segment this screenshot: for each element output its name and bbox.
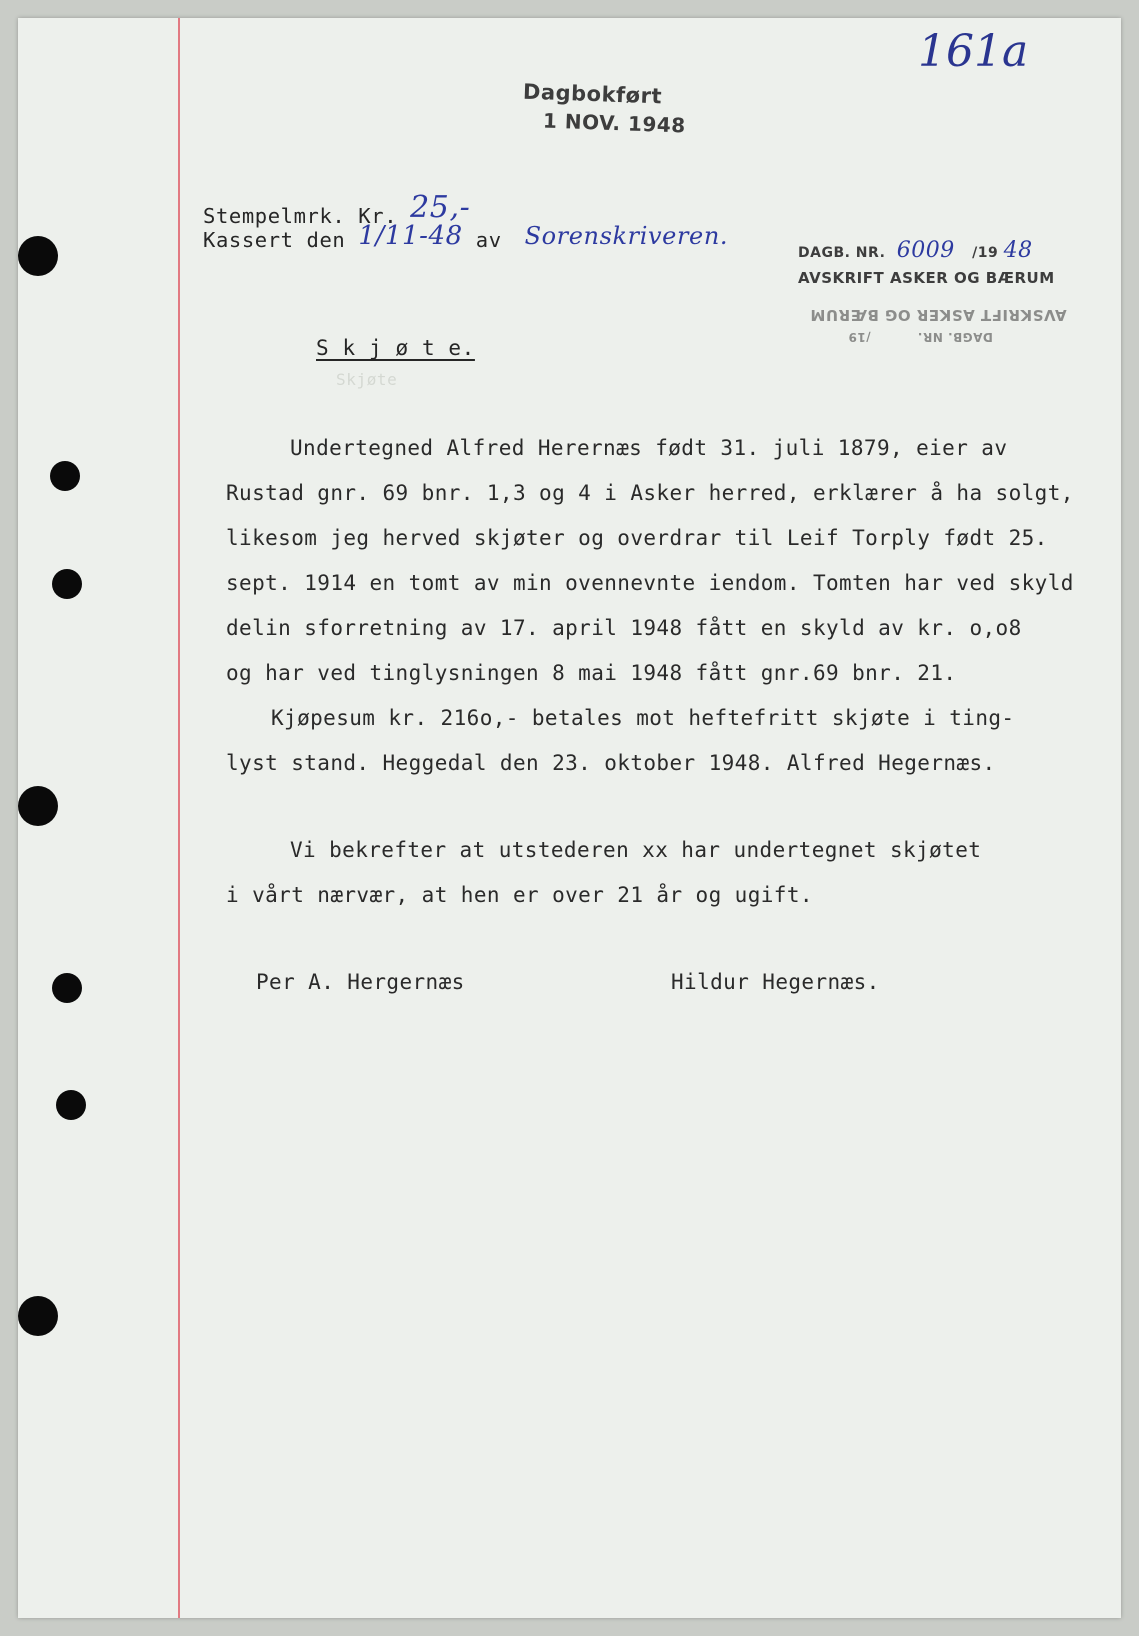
mirror-stamp-line2: DAGB. NR. /19 <box>848 330 993 344</box>
punch-hole-7 <box>18 1296 58 1336</box>
dagb-year: 48 <box>1003 238 1033 263</box>
signature-left: Per A. Hergernæs <box>256 970 465 994</box>
dagbokfort-stamp-title: Dagbokført <box>522 79 663 109</box>
page-number: 161a <box>918 26 1029 77</box>
kassert-line <box>203 221 729 254</box>
body-line-5: delin sforretning av 17. april 1948 fått en skyld av kr. o,o8 <box>226 616 1022 640</box>
document-page <box>18 18 1121 1618</box>
punch-hole-1 <box>18 236 58 276</box>
kassert-label: Kassert den <box>203 228 346 252</box>
witness-line-2: i vårt nærvær, at hen er over 21 år og ugift. <box>226 883 813 907</box>
punch-hole-2 <box>50 461 80 491</box>
body-line-8: lyst stand. Heggedal den 23. oktober 1948. Alfred Hegernæs. <box>226 751 996 775</box>
dagbokfort-stamp-date: 1 NOV. 1948 <box>542 108 687 138</box>
signature-right: Hildur Hegernæs. <box>671 970 880 994</box>
punch-hole-3 <box>52 569 82 599</box>
kassert-av: av <box>475 228 502 252</box>
document-title-ghost: Skjøte <box>336 370 398 389</box>
witness-line-1: Vi bekrefter at utstederen xx har undertegnet skjøtet <box>290 838 982 862</box>
punch-hole-4 <box>18 786 58 826</box>
dagb-label: DAGB. NR. <box>798 245 886 261</box>
dagb-number: 6009 <box>896 238 955 263</box>
body-line-6: og har ved tinglysningen 8 mai 1948 fått gnr.69 bnr. 21. <box>226 661 957 685</box>
punch-hole-6 <box>56 1090 86 1120</box>
mirror-stamp-line1: AVSKRIFT ASKER OG BÆRUM <box>810 306 1067 324</box>
body-line-1: Undertegned Alfred Herernæs født 31. juli 1879, eier av <box>290 436 1008 460</box>
dagb-year-prefix: /19 <box>972 245 999 261</box>
body-line-4: sept. 1914 en tomt av min ovennevnte iendom. Tomten har ved skyld <box>226 571 1074 595</box>
punch-hole-5 <box>52 973 82 1003</box>
body-line-7: Kjøpesum kr. 216o,- betales mot heftefritt skjøte i ting- <box>271 706 1015 730</box>
document-title: S k j ø t e. <box>316 336 475 360</box>
stempel-label: Stempelmrk. Kr. <box>203 204 398 228</box>
stempel-amount: 25,- <box>410 190 471 225</box>
registry-stamp-line2: AVSKRIFT ASKER OG BÆRUM <box>798 269 1055 287</box>
kassert-by: Sorenskriveren. <box>524 222 729 250</box>
registry-stamp-line1 <box>798 238 1033 263</box>
margin-line <box>178 18 180 1618</box>
kassert-date: 1/11-48 <box>358 221 463 251</box>
body-line-2: Rustad gnr. 69 bnr. 1,3 og 4 i Asker herred, erklærer å ha solgt, <box>226 481 1074 505</box>
body-line-3: likesom jeg herved skjøter og overdrar til Leif Torply født 25. <box>226 526 1048 550</box>
